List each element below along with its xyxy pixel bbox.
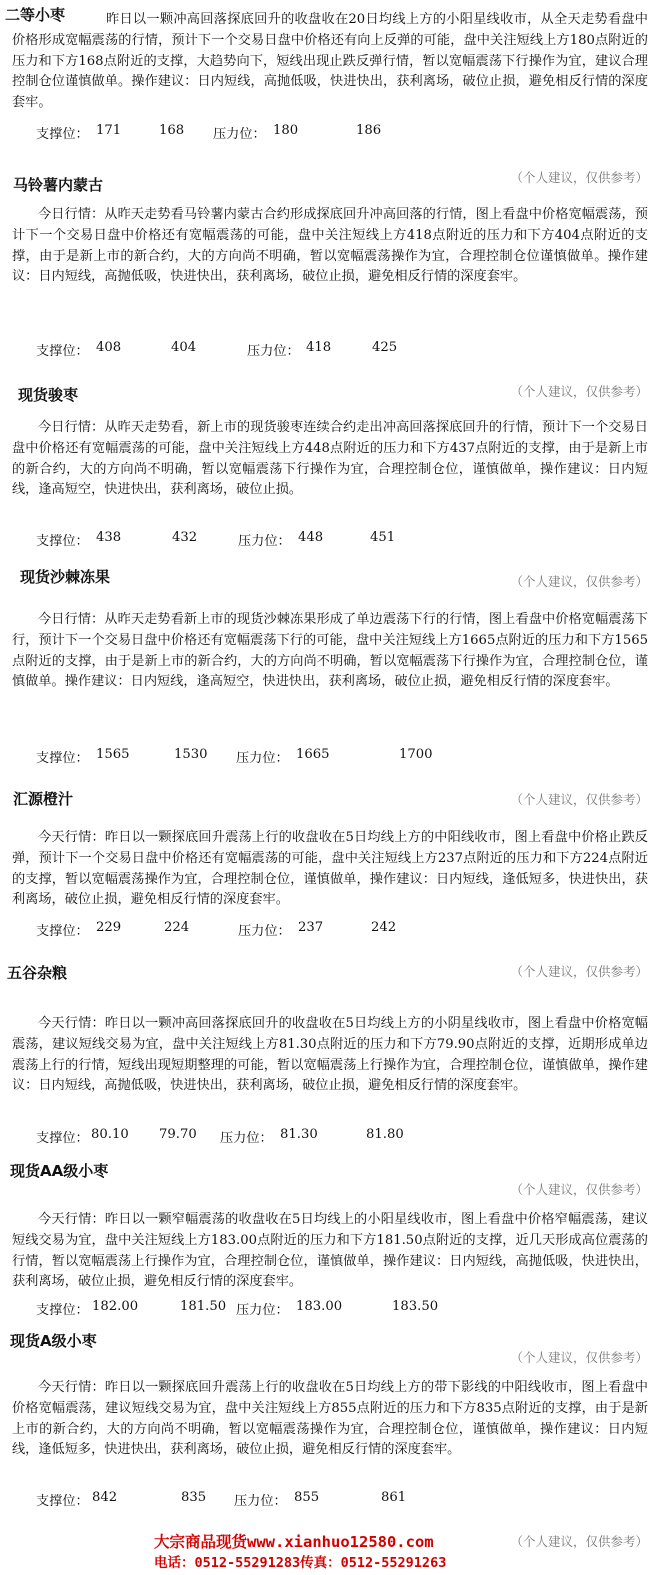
- footer-contact: 电话：0512-55291283传真：0512-55291263: [154, 1555, 447, 1571]
- resistance-value-1: 418: [306, 340, 332, 355]
- support-value-2: 79.70: [159, 1127, 197, 1142]
- support-value-2: 168: [159, 123, 185, 138]
- disclaimer-note: （个人建议，仅供参考）: [510, 1350, 648, 1365]
- support-value-1: 171: [96, 123, 122, 138]
- resistance-label: 压力位：: [238, 534, 291, 549]
- resistance-label: 压力位：: [236, 1303, 289, 1318]
- section-title: 马铃薯内蒙古: [13, 176, 104, 194]
- analysis-text: 今日行情：从昨天走势看马铃薯内蒙古合约形成探底回升冲高回落的行情，图上看盘中价格宽幅震荡，预计下一个交易日盘中价格还有宽幅震荡的可能，盘中关注短线上方418点附近的压力和下方404点附近的支撑，由于是新上市的新合约，大的方向尚不明确，暂以宽幅震荡操作为宜，合理控制仓位谨慎做单。操作建议：日内短线，高抛低吸，快进快出，获利离场，破位止损，避免相反行情的深度套牢。: [12, 207, 648, 285]
- support-value-2: 181.50: [180, 1299, 227, 1314]
- resistance-value-2: 1700: [399, 747, 433, 762]
- disclaimer-note: （个人建议，仅供参考）: [510, 964, 648, 979]
- section-title: 现货A级小枣: [10, 1332, 97, 1350]
- resistance-value-1: 81.30: [280, 1127, 318, 1142]
- analysis-text: 今日行情：从昨天走势看，新上市的现货骏枣连续合约走出冲高回落探底回升的行情，预计下一个交易日盘中价格还有宽幅震荡的可能，盘中关注短线上方448点附近的压力和下方437点附近的支撑，由于是新上市的新合约，大的方向尚不明确，暂以宽幅震荡下行操作为宜，合理控制仓位，谨慎做单，操作建议：日内短线，逢高短空，快进快出，获利离场，破位止损。: [12, 420, 648, 498]
- disclaimer-note: （个人建议，仅供参考）: [510, 574, 648, 589]
- resistance-value-1: 1665: [296, 747, 330, 762]
- section-erdeng-xiaozao: [0, 4, 670, 144]
- support-value-2: 835: [181, 1490, 207, 1505]
- analysis-text: 今日行情：从昨天走势看新上市的现货沙棘冻果形成了单边震荡下行的行情，图上看盘中价格宽幅震荡下行，预计下一个交易日盘中价格还有宽幅震荡下行的可能，盘中关注短线上方1665点附近的压力和下方1565点附近的支撑，由于是新上市的新合约，大的方向尚不明确，暂以宽幅震荡下行操作为宜，合理控制仓位，谨慎做单。操作建议：日内短线，逢高短空，快进快出，获利离场，破位止损，避免相反行情的深度套牢。: [12, 612, 648, 690]
- resistance-value-1: 180: [273, 123, 299, 138]
- support-label: 支撑位：: [36, 924, 89, 939]
- support-value-1: 229: [96, 920, 122, 935]
- section-huiyuan-chengzhi: [0, 790, 670, 940]
- resistance-label: 压力位：: [238, 924, 291, 939]
- support-label: 支撑位：: [36, 127, 89, 142]
- resistance-value-2: 451: [370, 530, 396, 545]
- support-label: 支撑位：: [36, 344, 89, 359]
- support-value-1: 408: [96, 340, 122, 355]
- support-label: 支撑位：: [36, 1494, 89, 1509]
- support-value-1: 80.10: [91, 1127, 129, 1142]
- analysis-text: 昨日以一颗冲高回落探底回升的收盘收在20日均线上方的小阳星线收市，从全天走势看盘中价格形成宽幅震荡的行情，预计下一个交易日盘中价格还有向上反弹的可能，盘中关注短线上方180点附近的压力和下方168点附近的支撑，大趋势向下，短线出现止跌反弹行情，暂以宽幅震荡下行操作为宜，建议合理控制仓位谨慎做单。操作建议：日内短线，高抛低吸，快进快出，获利离场，破位止损，避免相反行情的深度套牢。: [12, 12, 648, 111]
- support-value-1: 182.00: [92, 1299, 139, 1314]
- resistance-label: 压力位：: [213, 127, 266, 142]
- support-value-2: 404: [171, 340, 197, 355]
- support-label: 支撑位：: [36, 1303, 89, 1318]
- resistance-value-2: 425: [372, 340, 398, 355]
- section-title: 现货沙棘冻果: [20, 568, 111, 586]
- support-value-1: 842: [92, 1490, 118, 1505]
- resistance-value-2: 861: [381, 1490, 407, 1505]
- resistance-value-2: 183.50: [392, 1299, 439, 1314]
- resistance-value-1: 448: [298, 530, 324, 545]
- resistance-label: 压力位：: [247, 344, 300, 359]
- resistance-value-1: 183.00: [296, 1299, 343, 1314]
- support-value-2: 432: [172, 530, 198, 545]
- section-xianhuo-junzao: [0, 382, 670, 552]
- disclaimer-note: （个人建议，仅供参考）: [510, 792, 648, 807]
- section-title: 二等小枣: [5, 6, 66, 24]
- section-title: 现货骏枣: [18, 386, 79, 404]
- footer-website: 大宗商品现货www.xianhuo12580.com: [154, 1533, 434, 1551]
- section-title: 汇源橙汁: [13, 790, 74, 808]
- disclaimer-note: （个人建议，仅供参考）: [510, 384, 648, 399]
- analysis-text: 今天行情：昨日以一颗探底回升震荡上行的收盘收在5日均线上方的带下影线的中阳线收市，图上看盘中价格宽幅震荡，建议短线交易为宜，盘中关注短线上方855点附近的压力和下方835点附近的支撑，由于是新上市的新合约，大的方向尚不明确，暂以宽幅震荡操作为宜，合理控制仓位，谨慎做单，操作建议：日内短线，逢低短多，快进快出，获利离场，破位止损，避免相反行情的深度套牢。: [12, 1380, 648, 1458]
- section-shaji-dongguo: [0, 568, 670, 772]
- analysis-text: 今天行情：昨日以一颗探底回升震荡上行的收盘收在5日均线上方的中阳线收市，图上看盘中价格止跌反弹，预计下一个交易日盘中价格还有宽幅震荡的可能，盘中关注短线上方237点附近的压力和下方224点附近的支撑，暂以宽幅震荡操作为宜，合理控制仓位，谨慎做单，操作建议：日内短线，逢低短多，快进快出，获利离场，破位止损，避免相反行情的深度套牢。: [12, 830, 648, 908]
- support-value-1: 1565: [96, 747, 130, 762]
- resistance-value-1: 855: [294, 1490, 320, 1505]
- section-title: 五谷杂粮: [7, 964, 68, 982]
- support-label: 支撑位：: [36, 534, 89, 549]
- resistance-label: 压力位：: [234, 1494, 287, 1509]
- resistance-value-1: 237: [298, 920, 324, 935]
- footer-disclaimer-note: （个人建议，仅供参考）: [510, 1534, 648, 1549]
- resistance-label: 压力位：: [236, 751, 289, 766]
- support-value-2: 1530: [174, 747, 208, 762]
- section-wugu-zaliang: [0, 962, 670, 1152]
- resistance-value-2: 81.80: [366, 1127, 404, 1142]
- analysis-text: 今天行情：昨日以一颗窄幅震荡的收盘收在5日均线上的小阳星线收市，图上看盘中价格窄幅震荡，建议短线交易为宜，盘中关注短线上方183.00点附近的压力和下方181.50点附近的支撑，近几天形成高位震荡的行情，暂以宽幅震荡上行操作为宜，合理控制仓位，谨慎做单，操作建议：日内短线，高抛低吸，快进快出，获利离场，破位止损，避免相反行情的深度套牢。: [12, 1212, 648, 1290]
- support-value-2: 224: [164, 920, 190, 935]
- analysis-text: 今天行情：昨日以一颗冲高回落探底回升的收盘收在5日均线上方的小阴星线收市，图上看盘中价格宽幅震荡，建议短线交易为宜，盘中关注短线上方81.30点附近的压力和下方79.90点附近的支撑，近期形成单边震荡上行的行情，短线出现短期整理的可能，暂以宽幅震荡上行操作为宜，合理控制仓位，谨慎做单，操作建议：日内短线，高抛低吸，快进快出，获利离场，破位止损，避免相反行情的深度套牢。: [12, 1016, 648, 1094]
- disclaimer-note: （个人建议，仅供参考）: [510, 1182, 648, 1197]
- resistance-value-2: 242: [371, 920, 397, 935]
- section-title: 现货AA级小枣: [10, 1162, 109, 1180]
- support-value-1: 438: [96, 530, 122, 545]
- support-label: 支撑位：: [36, 1131, 89, 1146]
- disclaimer-note: （个人建议，仅供参考）: [510, 170, 648, 185]
- section-aa-xiaozao: [0, 1160, 670, 1320]
- resistance-value-2: 186: [356, 123, 382, 138]
- resistance-label: 压力位：: [220, 1131, 273, 1146]
- section-potato-neimenggu: [0, 168, 670, 368]
- support-label: 支撑位：: [36, 751, 89, 766]
- section-a-xiaozao: [0, 1330, 670, 1515]
